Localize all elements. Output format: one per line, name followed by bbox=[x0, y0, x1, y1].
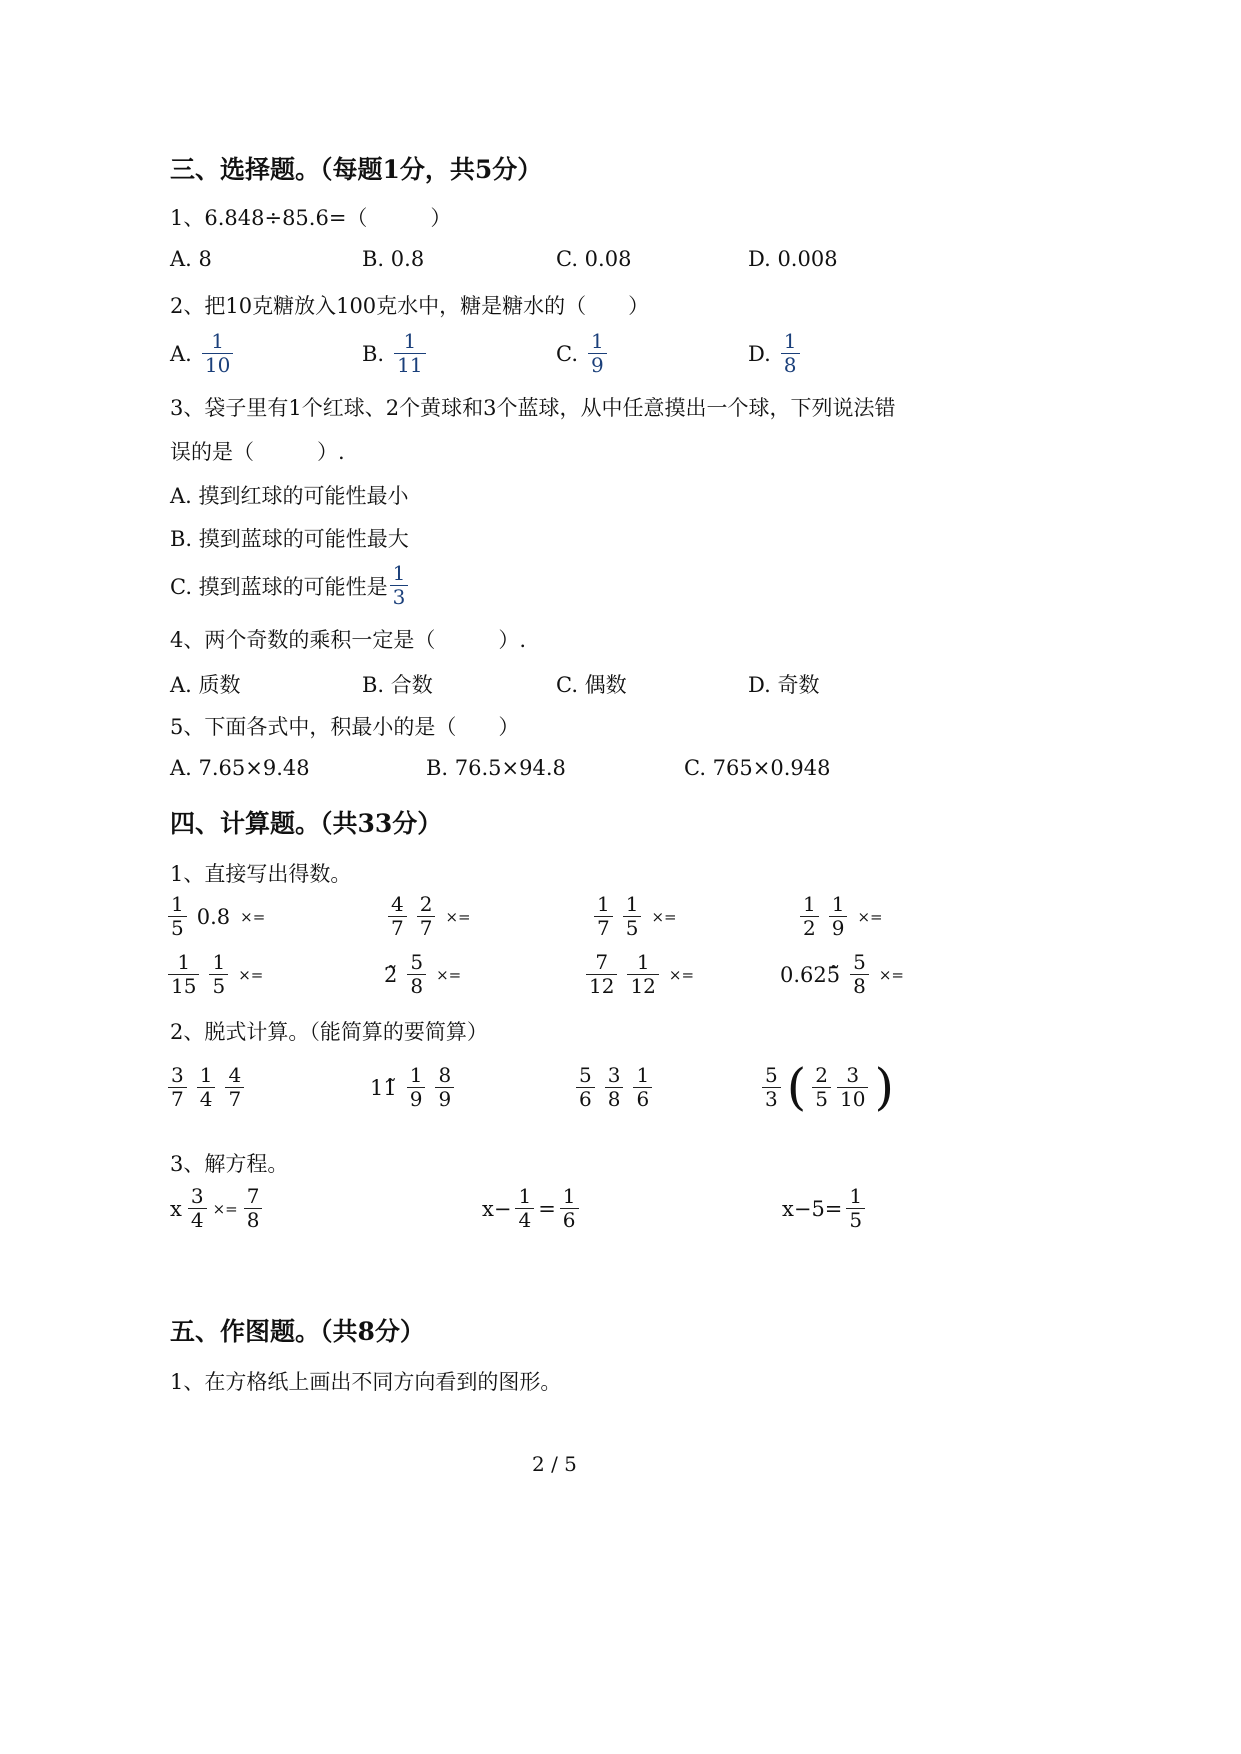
fraction: $\frac{5}{8}$ bbox=[407, 951, 426, 998]
fraction: $\frac{1}{2}$ bbox=[800, 893, 819, 940]
question-3-4: 4、两个奇数的乘积一定是（ ）. bbox=[170, 628, 527, 652]
fraction: $\frac{1}{9}$ bbox=[588, 330, 607, 377]
calc-expression bbox=[576, 1064, 652, 1111]
option-b bbox=[362, 330, 426, 377]
calc-expression bbox=[384, 951, 461, 998]
fraction: $\frac{5}{8}$ bbox=[850, 951, 869, 998]
fraction: $\frac{1}{9}$ bbox=[407, 1064, 426, 1111]
section-3-heading: 三、选择题。（每题1分，共5分） bbox=[170, 155, 543, 184]
option-label: C. bbox=[556, 341, 578, 366]
fraction: $\frac{1}{5}$ bbox=[209, 951, 228, 998]
calc-expression bbox=[168, 893, 265, 940]
operator-symbol: ×= bbox=[240, 907, 266, 926]
option-c: C. 偶数 bbox=[556, 673, 627, 697]
question-4-2: 2、脱式计算。（能简算的要简算） bbox=[170, 1020, 488, 1044]
option-c: C. 0.08 bbox=[556, 247, 632, 271]
operator-symbol: ×= bbox=[651, 907, 677, 926]
fraction: $\frac{3}{8}$ bbox=[605, 1064, 624, 1111]
fraction: $\frac{1}{4}$ bbox=[515, 1185, 534, 1232]
question-4-1: 1、直接写出得数。 bbox=[170, 862, 352, 886]
option-a: A. 质数 bbox=[170, 673, 241, 697]
option-d: D. 0.008 bbox=[748, 247, 838, 271]
option-c bbox=[170, 562, 408, 609]
fraction: $\frac{1}{6}$ bbox=[560, 1185, 579, 1232]
fraction: $\frac{5}{3}$ bbox=[762, 1064, 781, 1111]
page-number: 2 / 5 bbox=[532, 1452, 577, 1476]
option-a: A. 摸到红球的可能性最小 bbox=[170, 484, 409, 508]
fraction: $\frac{1}{7}$ bbox=[594, 893, 613, 940]
operator-symbol: ×= bbox=[212, 1199, 238, 1218]
equation-prefix: x−5= bbox=[782, 1196, 843, 1221]
operator-symbol: ×= bbox=[436, 965, 462, 984]
number: 2̃ bbox=[384, 962, 398, 987]
option-d bbox=[748, 330, 800, 377]
fraction: $\frac{1}{12}$ bbox=[627, 951, 658, 998]
option-d: D. 奇数 bbox=[748, 673, 820, 697]
fraction: $\frac{1}{8}$ bbox=[781, 330, 800, 377]
fraction: $\frac{3}{4}$ bbox=[188, 1185, 207, 1232]
operator-symbol: ×= bbox=[238, 965, 264, 984]
operator-symbol: ×= bbox=[445, 907, 471, 926]
operator-symbol: ×= bbox=[857, 907, 883, 926]
operator-symbol: ×= bbox=[668, 965, 695, 984]
option-a: A. 7.65×9.48 bbox=[170, 756, 310, 780]
number: 0.625̃ bbox=[780, 962, 841, 987]
right-parenthesis: ) bbox=[874, 1058, 894, 1116]
left-parenthesis: ( bbox=[786, 1058, 807, 1116]
fraction: $\frac{5}{6}$ bbox=[576, 1064, 595, 1111]
fraction: $\frac{1}{10}$ bbox=[202, 330, 233, 377]
option-b: B. 76.5×94.8 bbox=[426, 756, 566, 780]
fraction: $\frac{1}{11}$ bbox=[394, 330, 425, 377]
question-3-3-line2: 误的是（ ）. bbox=[170, 440, 345, 464]
fraction: $\frac{1}{15}$ bbox=[168, 951, 199, 998]
fraction: $\frac{3}{7}$ bbox=[168, 1064, 187, 1111]
fraction: $\frac{1}{5}$ bbox=[623, 893, 642, 940]
equation bbox=[482, 1185, 579, 1232]
calc-expression bbox=[168, 1064, 244, 1111]
calc-expression bbox=[800, 893, 883, 940]
option-b: B. 合数 bbox=[362, 673, 433, 697]
section-5-heading: 五、作图题。（共8分） bbox=[170, 1317, 425, 1346]
fraction: $\frac{7}{12}$ bbox=[586, 951, 617, 998]
option-label: B. bbox=[362, 341, 385, 366]
fraction: $\frac{1}{5}$ bbox=[846, 1185, 865, 1232]
calc-expression bbox=[370, 1064, 454, 1111]
equation bbox=[170, 1185, 262, 1232]
calc-expression bbox=[762, 1058, 894, 1116]
option-b: B. 0.8 bbox=[362, 247, 425, 271]
option-c: C. 765×0.948 bbox=[684, 756, 831, 780]
question-3-1: 1、6.848÷85.6=（ ） bbox=[170, 206, 452, 230]
option-label: A. bbox=[170, 341, 192, 366]
calc-expression bbox=[388, 893, 471, 940]
calc-expression bbox=[168, 951, 263, 998]
option-text: C. 摸到蓝球的可能性是 bbox=[170, 574, 388, 599]
calc-expression bbox=[586, 951, 694, 998]
question-3-3-line1: 3、袋子里有1个红球、2个黄球和3个蓝球，从中任意摸出一个球，下列说法错 bbox=[170, 396, 896, 420]
fraction: $\frac{1}{4}$ bbox=[197, 1064, 216, 1111]
option-b: B. 摸到蓝球的可能性最大 bbox=[170, 527, 409, 551]
option-a: A. 8 bbox=[170, 247, 212, 271]
fraction: $\frac{8}{9}$ bbox=[435, 1064, 454, 1111]
section-4-heading: 四、计算题。（共33分） bbox=[170, 809, 443, 838]
fraction: $\frac{7}{8}$ bbox=[244, 1185, 263, 1232]
calc-expression bbox=[780, 951, 904, 998]
fraction: $\frac{1}{9}$ bbox=[829, 893, 848, 940]
equals-sign: = bbox=[538, 1196, 556, 1221]
fraction: $\frac{3}{10}$ bbox=[837, 1064, 868, 1111]
number: 0.8 bbox=[196, 904, 231, 929]
equation-prefix: x− bbox=[482, 1196, 512, 1221]
option-c bbox=[556, 330, 607, 377]
fraction: $\frac{4}{7}$ bbox=[225, 1064, 244, 1111]
question-5-1: 1、在方格纸上画出不同方向看到的图形。 bbox=[170, 1370, 562, 1394]
question-4-3: 3、解方程。 bbox=[170, 1152, 289, 1176]
fraction: $\frac{1}{6}$ bbox=[633, 1064, 652, 1111]
question-3-2: 2、把10克糖放入100克水中，糖是糖水的（ ） bbox=[170, 294, 650, 318]
question-3-5: 5、下面各式中，积最小的是（ ） bbox=[170, 715, 520, 739]
fraction: $\frac{2}{5}$ bbox=[812, 1064, 831, 1111]
fraction: $\frac{4}{7}$ bbox=[388, 893, 407, 940]
operator-symbol: ×= bbox=[878, 965, 904, 984]
option-a bbox=[170, 330, 233, 377]
variable: x bbox=[170, 1196, 182, 1221]
number: 11̃ bbox=[370, 1075, 397, 1100]
fraction: $\frac{1}{3}$ bbox=[390, 562, 409, 609]
calc-expression bbox=[594, 893, 677, 940]
option-label: D. bbox=[748, 341, 771, 366]
fraction: $\frac{2}{7}$ bbox=[417, 893, 436, 940]
equation bbox=[782, 1185, 865, 1232]
fraction: $\frac{1}{5}$ bbox=[168, 893, 187, 940]
